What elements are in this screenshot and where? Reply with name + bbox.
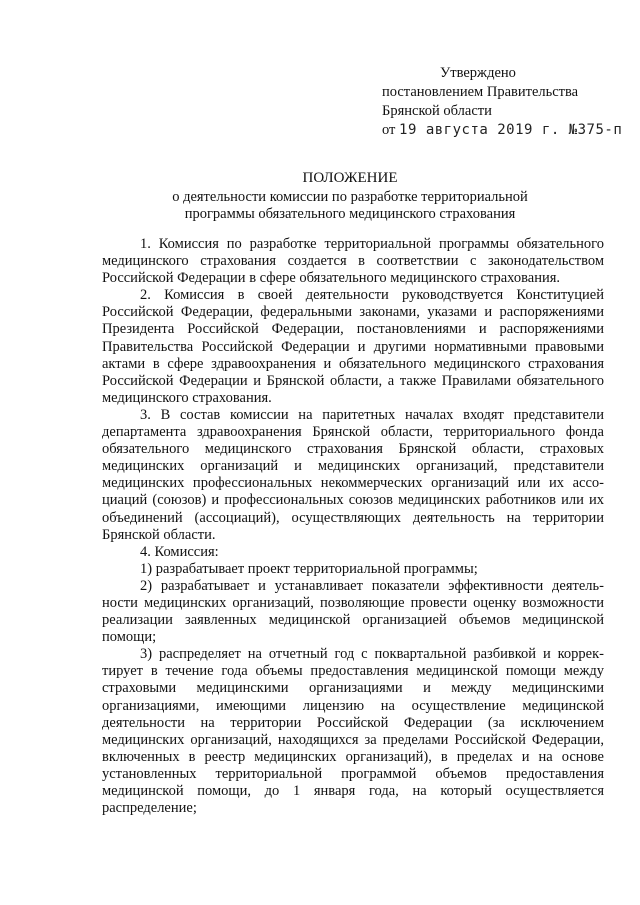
paragraph-1: 1. Комиссия по разработке территориальной программы обязательного медицинского страхования создается в соответствии с законодательством Российской Федерации в сфере обязательного медицинского страхования. — [102, 236, 604, 287]
document-title — [100, 170, 600, 223]
list-item-2: 2) разрабатывает и устанавливает показатели эффективности деятельности медицинских организаций, позволяющие провести оценку возможности реализации заявленных медицинской организацией объемов медицинской помощи; — [102, 577, 604, 646]
paragraph-2: 2. Комиссия в своей деятельности руководствуется Конституцией Российской Федерации, федеральными законами, указами и распоряжениями Президента Российской Федерации, постановлениями и распоряжениями Правительства Российской Федерации и другими нормативными правовыми актами в сфере здравоохранения и обязательного медицинского страхования Российской Федерации и Брянской области, а также Правилами обязательного медицинского страхования. — [102, 287, 604, 406]
approval-label: Утверждено — [440, 65, 516, 81]
title-subtitle-line-2: программы обязательного медицинского страхования — [184, 206, 516, 222]
title-heading: ПОЛОЖЕНИЕ — [302, 170, 398, 186]
list-item-1: 1) разрабатывает проект территориальной программы; — [140, 560, 478, 577]
approval-stamp — [382, 64, 622, 140]
approval-number: №375-п — [559, 122, 623, 138]
approval-date-prefix: от — [382, 122, 400, 138]
approval-date-line — [382, 121, 622, 140]
title-subtitle-line-1: о деятельности комиссии по разработке территориальной — [172, 189, 528, 205]
list-item-3: 3) распределяет на отчетный год с поквартальной разбивкой и корректирует в течение года объемы предоставления медицинской помощи между страховыми медицинскими организациями и между медицинскими организациями, имеющими лицензию на осуществление медицинской деятельности на территории Российской Федерации (за исключением медицинских организаций, находящихся за пределами Российской Федерации, включенных в реестр медицинских организаций), в пределах и на основе установленных территориальной программой объемов предоставления медицинской помощи, до 1 января года, на который осуществляется распределение; — [102, 646, 604, 817]
paragraph-3: 3. В состав комиссии на паритетных началах входят представители департамента здравоохранения Брянской области, территориального фонда обязательного медицинского страхования Брянской области, страховых медицинских организаций и медицинских организаций, представители медицинских профессиональных некоммерческих организаций или их ассоциаций (союзов) и профессиональных союзов медицинских работников или их объединений (ассоциаций), осуществляющих деятельность на территории Брянской области. — [102, 406, 604, 543]
approval-region: Брянской области — [382, 103, 492, 119]
approval-authority: постановлением Правительства — [382, 84, 579, 100]
document-body — [102, 236, 604, 817]
paragraph-4: 4. Комиссия: — [140, 543, 219, 560]
approval-date: 19 августа 2019 г. — [399, 122, 560, 138]
